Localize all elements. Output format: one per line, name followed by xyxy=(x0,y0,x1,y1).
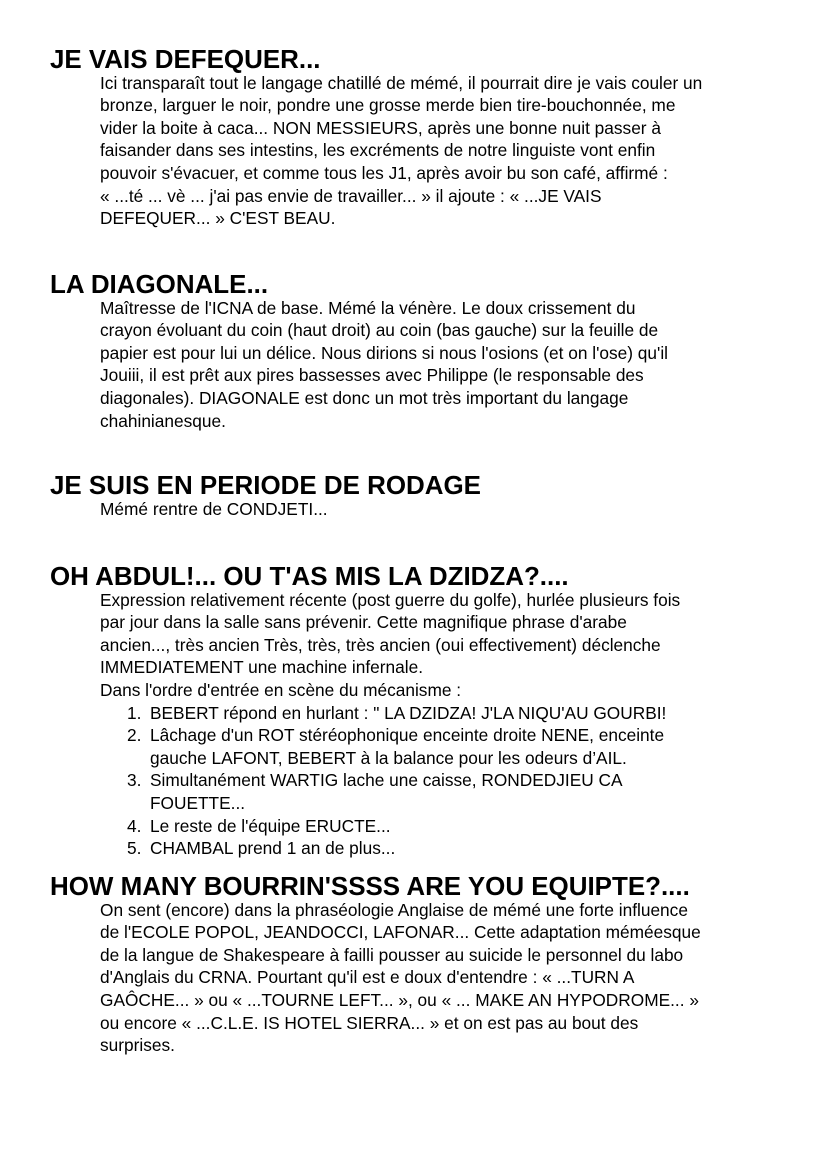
body-line: diagonales). DIAGONALE est donc un mot très important du langage xyxy=(100,387,629,408)
body-line: ancien..., très ancien Très, très, très ancien (oui effectivement) déclenche xyxy=(100,634,661,655)
list-line: Simultanément WARTIG lache une caisse, RONDEDJIEU CA xyxy=(150,770,623,791)
list-line: Le reste de l'équipe ERUCTE... xyxy=(150,815,391,836)
list-item xyxy=(100,815,790,838)
body-line: faisander dans ses intestins, les excréments de notre linguiste vont enfin xyxy=(100,140,656,161)
list-item xyxy=(100,724,790,769)
body-line: DEFEQUER... » C'EST BEAU. xyxy=(100,208,336,229)
body-line: pouvoir s'évacuer, et comme tous les J1, après avoir bu son café, affirmé : xyxy=(100,162,668,183)
body-line: Dans l'ordre d'entrée en scène du mécanisme : xyxy=(100,679,462,700)
body-line: papier est pour lui un délice. Nous dirions si nous l'osions (et on l'ose) qu'il xyxy=(100,342,669,363)
body-line: ou encore « ...C.L.E. IS HOTEL SIERRA... » et on est pas au bout des xyxy=(100,1012,639,1033)
body-line: Maîtresse de l'ICNA de base. Mémé la vénère. Le doux crissement du xyxy=(100,297,636,318)
section-body xyxy=(100,297,790,433)
list-number: 5. xyxy=(127,838,142,859)
body-line: GAÔCHE... » ou « ...TOURNE LEFT... », ou « ... MAKE AN HYPODROME... » xyxy=(100,989,699,1010)
section-la-diagonale xyxy=(50,271,790,432)
body-line: par jour dans la salle sans prévenir. Cette magnifique phrase d'arabe xyxy=(100,612,627,633)
mechanism-list xyxy=(100,702,790,860)
body-line: « ...té ... vè ... j'ai pas envie de travailler... » il ajoute : « ...JE VAIS xyxy=(100,185,602,206)
body-line: d'Anglais du CRNA. Pourtant qu'il est e doux d'entendre : « ...TURN A xyxy=(100,967,635,988)
body-line: de l'ECOLE POPOL, JEANDOCCI, LAFONAR... Cette adaptation méméesque xyxy=(100,922,701,943)
list-number: 1. xyxy=(127,702,142,723)
body-line: On sent (encore) dans la phraséologie Anglaise de mémé une forte influence xyxy=(100,899,688,920)
section-heading: LA DIAGONALE... xyxy=(50,271,269,299)
list-line: CHAMBAL prend 1 an de plus... xyxy=(150,838,396,859)
body-line: chahinianesque. xyxy=(100,410,226,431)
body-line: vider la boite à caca... NON MESSIEURS, après une bonne nuit passer à xyxy=(100,117,661,138)
section-heading: JE VAIS DEFEQUER... xyxy=(50,46,321,74)
section-heading: OH ABDUL!... OU T'AS MIS LA DZIDZA?.... xyxy=(50,563,569,591)
list-line: gauche LAFONT, BEBERT à la balance pour les odeurs d’AIL. xyxy=(150,747,627,768)
body-line: Expression relativement récente (post guerre du golfe), hurlée plusieurs fois xyxy=(100,589,681,610)
section-body xyxy=(100,589,790,860)
list-item xyxy=(100,702,790,725)
section-heading: JE SUIS EN PERIODE DE RODAGE xyxy=(50,472,481,500)
section-body xyxy=(100,498,790,521)
section-periode-de-rodage xyxy=(50,472,790,520)
body-line: Ici transparaît tout le langage chatillé de mémé, il pourrait dire je vais couler un xyxy=(100,72,703,93)
list-line: BEBERT répond en hurlant : " LA DZIDZA! J'LA NIQU'AU GOURBI! xyxy=(150,702,667,723)
section-body xyxy=(100,899,790,1057)
section-oh-abdul xyxy=(50,563,790,860)
body-line: crayon évoluant du coin (haut droit) au coin (bas gauche) sur la feuille de xyxy=(100,320,659,341)
list-item xyxy=(100,837,790,860)
section-je-vais-defequer xyxy=(50,46,790,230)
section-heading: HOW MANY BOURRIN'SSSS ARE YOU EQUIPTE?.... xyxy=(50,873,690,901)
body-line: surprises. xyxy=(100,1035,175,1056)
list-line: FOUETTE... xyxy=(150,792,246,813)
list-line: Lâchage d'un ROT stéréophonique enceinte droite NENE, enceinte xyxy=(150,725,665,746)
body-line: Jouiii, il est prêt aux pires bassesses avec Philippe (le responsable des xyxy=(100,365,644,386)
body-line: Mémé rentre de CONDJETI... xyxy=(100,498,328,519)
list-number: 2. xyxy=(127,725,142,746)
section-how-many-bourrins xyxy=(50,873,790,1057)
body-line: de la langue de Shakespeare à failli pousser au suicide le personnel du labo xyxy=(100,944,684,965)
body-line: IMMEDIATEMENT une machine infernale. xyxy=(100,657,424,678)
list-number: 4. xyxy=(127,815,142,836)
section-body xyxy=(100,72,790,230)
list-item xyxy=(100,769,790,814)
list-number: 3. xyxy=(127,770,142,791)
body-line: bronze, larguer le noir, pondre une grosse merde bien tire-bouchonnée, me xyxy=(100,95,676,116)
